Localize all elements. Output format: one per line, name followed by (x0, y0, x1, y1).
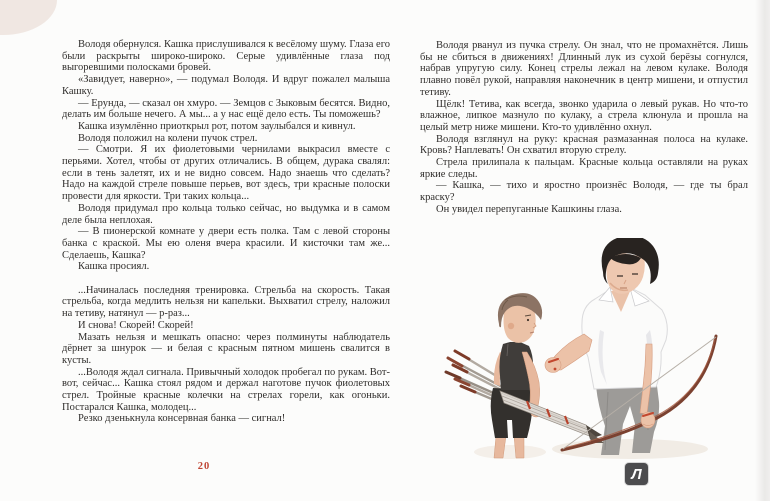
paragraph: «Завидует, наверно», — подумал Володя. И вдруг пожалел малыша Кашку. (62, 74, 390, 97)
bow-grip-hand (641, 412, 655, 428)
paragraph: Володя взглянул на руку: красная размазанная полоса на кулаке. Кровь? Наплевать! Он схватил вторую стрелу. (420, 133, 748, 157)
small-boy-figure (491, 293, 542, 458)
paragraph: — Ерунда, — сказал он хмуро. — Земцов с Зыковым бесятся. Видно, делать им больше нечего. А мы... а у нас ещё дело есть. Ты поможешь? (62, 97, 390, 121)
paragraph: Володя рванул из пучка стрелу. Он знал, что не промахнётся. Лишь бы не сбиться в движениях! Длинный лук из сухой берёзы согнулся, набрав упругую силу. Конец стрелы лежал на левом кулаке. Володя плавно повёл рукой, направляя наконечник в центр мишени, и отпустил тетиву. (420, 40, 748, 98)
paragraph: Володя придумал про кольца только сейчас, но выдумка и в самом деле была неплохая. (62, 202, 390, 226)
paragraph: — Смотри. Я их фиолетовыми чернилами выкрасил вместе с перьями. Хотел, чтобы от других отличались. В общем, дурака свалял: если в тень залетят, их и не видно совсем. Надо знаешь что сделать? Надо на каждой стреле повыше перьев, вот здесь, три красные полоски провести для яркости. Три таких кольца... (62, 144, 390, 203)
paragraph: Кашка просиял. (78, 261, 150, 273)
paragraph: ...Володя ждал сигнала. Привычный холодок пробегал по рукам. Вот-вот, сейчас... Кашка стоял рядом и держал наготове пучок фиолетовых стрел. Тройные красные колечки на стрелах горели, как огоньки. Постарался Кашка, молодец... (62, 366, 390, 413)
right-page-text (420, 40, 748, 216)
watermark-letter: Л (631, 465, 642, 483)
paragraph: Володя обернулся. Кашка прислушивался к весёлому шуму. Глаза его были раскрыты широко-широко. Серые удивлённые глаза под выгоревшими полосками бровей. (62, 39, 390, 74)
paragraph: — В пионерской комнате у двери есть полка. Там с левой стороны банка с краской. Мы ею оленя вчера красили. И кисточки там же... Сделаешь, Кашка? (62, 226, 390, 261)
labirint-watermark-badge (625, 463, 648, 485)
paragraph: ...Начиналась последняя тренировка. Стрельба на скорость. Такая стрельба, когда медлить нельзя ни капельки. Выхватил стрелу, наложил на тетиву, натянул — р-раз... (62, 284, 390, 320)
paragraph: Володя положил на колени пучок стрел. (78, 132, 258, 144)
paragraph: Кашка изумлённо приоткрыл рот, потом заулыбался и кивнул. (78, 120, 356, 132)
paragraph: И снова! Скорей! Скорей! (78, 319, 194, 331)
paragraph: Мазать нельзя и мешкать опасно: через полминуты наблюдатель дёрнет за шнурок — и белая с красным пятном мишень свалится в кусты. (62, 331, 390, 366)
page-corner-artifact (0, 0, 57, 35)
page-number: 20 (197, 461, 211, 472)
left-page-text (62, 39, 390, 425)
paragraph: Стрела прилипала к пальцам. Красные кольца оставляли на руках яркие следы. (420, 157, 748, 180)
paragraph: Он увидел перепуганные Кашкины глаза. (436, 203, 622, 215)
paragraph: — Кашка, — тихо и яростно произнёс Володя, — где ты брал краску? (420, 180, 748, 204)
paragraph: Щёлк! Тетива, как всегда, звонко ударила о левый рукав. Но что-то влажное, липкое мазнуло по кулаку, а стрела клюнула и прошла на целый метр ниже мишени. Кто-то удивлённо охнул. (420, 98, 748, 133)
illustration-two-boys-with-bow-and-arrows (430, 238, 760, 473)
paragraph: Резко дзенькнула консервная банка — сигнал! (78, 413, 286, 425)
